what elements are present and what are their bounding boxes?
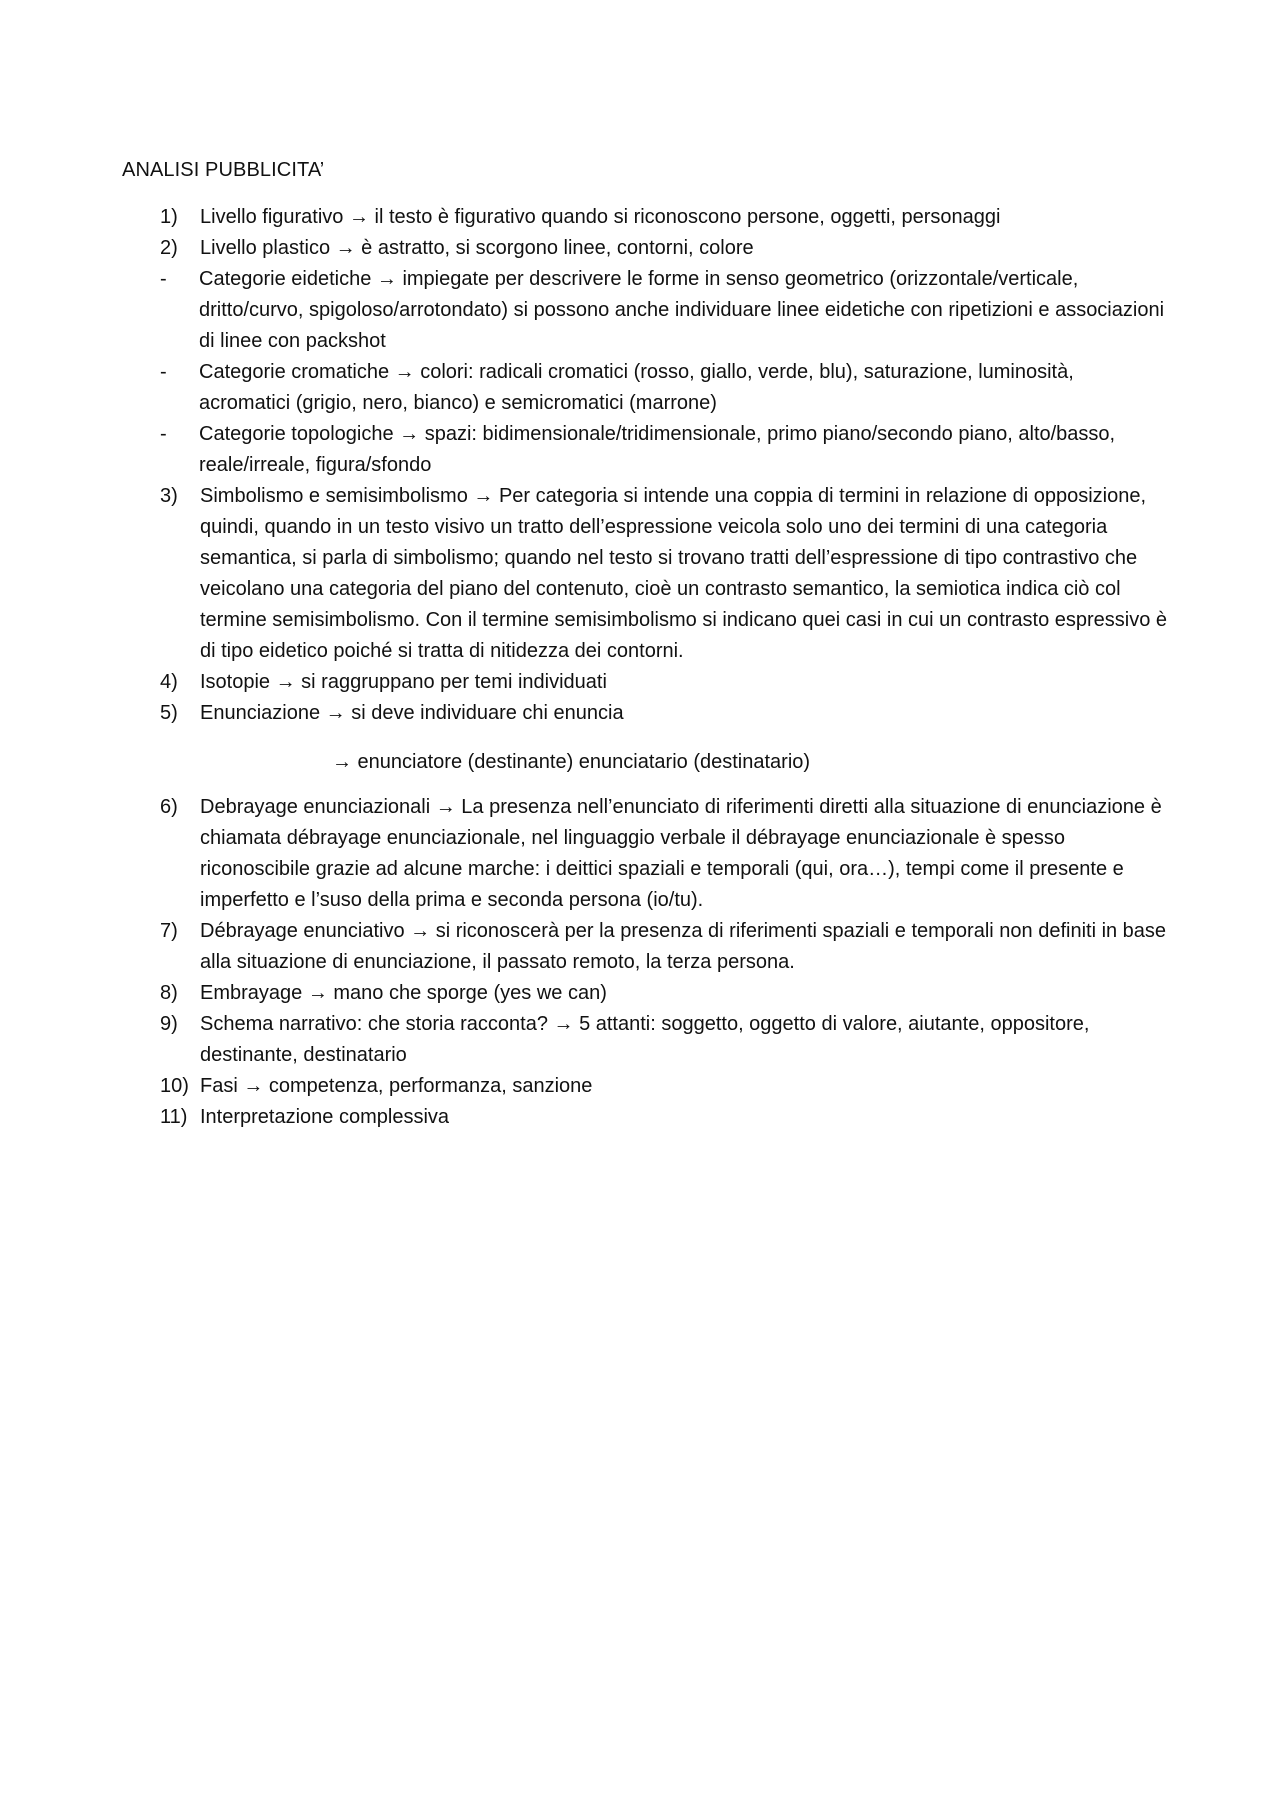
enunciation-arrow-line: → enunciatore (destinante) enunciatario (destinatario) bbox=[332, 751, 811, 773]
list-item bbox=[160, 233, 1170, 264]
list-item bbox=[160, 916, 1170, 978]
item-number: 4) bbox=[160, 671, 178, 693]
list-item bbox=[160, 978, 1170, 1009]
list-item bbox=[160, 667, 1170, 698]
sub-list-item bbox=[160, 264, 1170, 357]
item-number: 8) bbox=[160, 982, 178, 1004]
sub-item-text: Categorie topologiche → spazi: bidimensionale/tridimensionale, primo piano/secondo piano, alto/basso, reale/irreale, figura/sfondo bbox=[199, 423, 1116, 476]
list-item bbox=[160, 698, 1170, 729]
item-text: Enunciazione → si deve individuare chi enuncia bbox=[200, 702, 624, 724]
list-item bbox=[160, 792, 1170, 916]
list-item bbox=[160, 481, 1170, 667]
sub-list-item bbox=[160, 357, 1170, 419]
item-number: 3) bbox=[160, 485, 178, 507]
item-number: 7) bbox=[160, 920, 178, 942]
item-text: Débrayage enunciativo → si riconoscerà per la presenza di riferimenti spaziali e temporali non definiti in base alla situazione di enunciazione, il passato remoto, la terza persona. bbox=[200, 920, 1167, 973]
item-text: Interpretazione complessiva bbox=[200, 1106, 450, 1128]
item-number: 9) bbox=[160, 1013, 178, 1035]
item-text: Fasi → competenza, performanza, sanzione bbox=[200, 1075, 593, 1097]
list-item bbox=[160, 1071, 1170, 1102]
item-text: Embrayage → mano che sporge (yes we can) bbox=[200, 982, 607, 1004]
sub-list bbox=[160, 264, 1170, 481]
document-title: ANALISI PUBBLICITA’ bbox=[122, 159, 325, 181]
item-text: Debrayage enunciazionali → La presenza nell’enunciato di riferimenti diretti alla situazione di enunciazione è chiamata débrayage enunciazionale, nel linguaggio verbale il débrayage enunciazionale è spesso riconoscibile grazie ad alcune marche: i deittici spaziali e temporali (qui, ora…), tempi come il presente e imperfetto e l’suso della prima e seconda persona (io/tu). bbox=[200, 796, 1162, 911]
item-number: 11) bbox=[160, 1106, 188, 1128]
list-item bbox=[160, 202, 1170, 233]
item-text: Schema narrativo: che storia racconta? → 5 attanti: soggetto, oggetto di valore, aiutante, oppositore, destinante, destinatario bbox=[200, 1013, 1090, 1066]
item-number: 6) bbox=[160, 796, 178, 818]
item-text: Isotopie → si raggruppano per temi individuati bbox=[200, 671, 607, 693]
sub-item-text: Categorie eidetiche → impiegate per descrivere le forme in senso geometrico (orizzontale/verticale, dritto/curvo, spigoloso/arrotondato) si possono anche individuare linee eidetiche con ripetizioni e associazioni di linee con packshot bbox=[199, 268, 1165, 352]
list-item bbox=[160, 1009, 1170, 1071]
item-number: 2) bbox=[160, 237, 178, 259]
analysis-list bbox=[160, 202, 1170, 1133]
item-number: 1) bbox=[160, 206, 178, 228]
item-text: Livello plastico → è astratto, si scorgono linee, contorni, colore bbox=[200, 237, 754, 259]
list-item bbox=[160, 1102, 1170, 1133]
item-number: 10) bbox=[160, 1075, 189, 1097]
item-text: Livello figurativo → il testo è figurativo quando si riconoscono persone, oggetti, personaggi bbox=[200, 206, 1001, 228]
bullet-dash: - bbox=[160, 268, 167, 290]
bullet-dash: - bbox=[160, 423, 167, 445]
item-text: Simbolismo e semisimbolismo → Per categoria si intende una coppia di termini in relazione di opposizione, quindi, quando in un testo visivo un tratto dell’espressione veicola solo uno dei termini di una categoria semantica, si parla di simbolismo; quando nel testo si trovano tratti dell’espressione di tipo contrastivo che veicolano una categoria del piano del contenuto, cioè un contrasto semantico, la semiotica indica ciò col termine semisimbolismo. Con il termine semisimbolismo si indicano quei casi in cui un contrasto espressivo è di tipo eidetico poiché si tratta di nitidezza dei contorni. bbox=[200, 485, 1168, 662]
item-number: 5) bbox=[160, 702, 178, 724]
sub-list-item bbox=[160, 419, 1170, 481]
sub-item-text: Categorie cromatiche → colori: radicali cromatici (rosso, giallo, verde, blu), saturazione, luminosità, acromatici (grigio, nero, bianco) e semicromatici (marrone) bbox=[199, 361, 1074, 414]
bullet-dash: - bbox=[160, 361, 167, 383]
